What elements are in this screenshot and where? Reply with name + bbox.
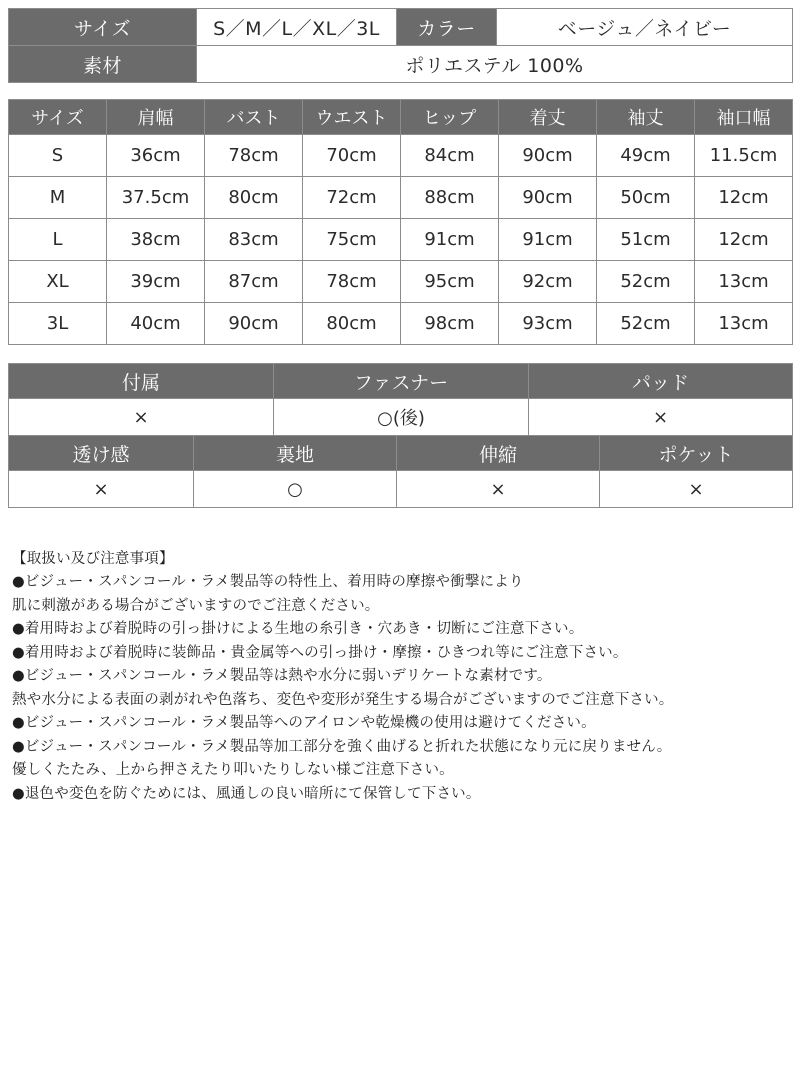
care-instructions-line: ●着用時および着脱時に装飾品・貴金属等への引っ掛け・摩擦・ひきつれ等にご注意下さい。: [12, 644, 628, 661]
attribute-header-cell: 伸縮: [397, 436, 600, 471]
care-instructions-line: 肌に刺激がある場合がございますのでご注意ください。: [12, 597, 380, 614]
size-chart-table: [8, 99, 793, 345]
size-cell: 11.5cm: [695, 135, 793, 177]
attribute-value-cell: ×: [9, 399, 274, 436]
care-instructions-line: ●着用時および着脱時の引っ掛けによる生地の糸引き・穴あき・切断にご注意下さい。: [12, 621, 584, 638]
size-cell: 52cm: [597, 303, 695, 345]
size-cell: 51cm: [597, 219, 695, 261]
size-chart-header-row: [9, 100, 793, 135]
table-row: [9, 303, 793, 345]
size-cell: 72cm: [303, 177, 401, 219]
table-row: [9, 399, 793, 436]
size-cell: 84cm: [401, 135, 499, 177]
size-cell: 92cm: [499, 261, 597, 303]
size-chart-header-cell: ヒップ: [401, 100, 499, 135]
size-cell: 37.5cm: [107, 177, 205, 219]
size-chart-header-cell: 着丈: [499, 100, 597, 135]
size-cell: 49cm: [597, 135, 695, 177]
care-instructions-line: ●退色や変色を防ぐためには、風通しの良い暗所にて保管して下さい。: [12, 785, 481, 802]
attribute-value-cell: ○(後): [274, 399, 529, 436]
size-cell: 90cm: [205, 303, 303, 345]
attribute-value-cell: ○: [194, 471, 397, 508]
size-cell: S: [9, 135, 107, 177]
attribute-header-cell: ポケット: [600, 436, 793, 471]
table-row: [9, 219, 793, 261]
size-cell: 91cm: [401, 219, 499, 261]
attribute-header-cell: 透け感: [9, 436, 194, 471]
size-cell: 98cm: [401, 303, 499, 345]
care-instructions-line: ●ビジュー・スパンコール・ラメ製品等へのアイロンや乾燥機の使用は避けてください。: [12, 715, 596, 732]
table-row: [9, 177, 793, 219]
size-cell: 78cm: [303, 261, 401, 303]
attribute-header-cell: 付属: [9, 364, 274, 399]
size-cell: 12cm: [695, 177, 793, 219]
size-cell: 80cm: [205, 177, 303, 219]
size-cell: 95cm: [401, 261, 499, 303]
attribute-value-cell: ×: [600, 471, 793, 508]
size-cell: 83cm: [205, 219, 303, 261]
attribute-value-cell: ×: [9, 471, 194, 508]
size-cell: L: [9, 219, 107, 261]
care-instructions-line: ●ビジュー・スパンコール・ラメ製品等は熱や水分に弱いデリケートな素材です。: [12, 668, 552, 685]
size-chart-header-cell: 袖口幅: [695, 100, 793, 135]
care-instructions-line: 熱や水分による表面の剥がれや色落ち、変色や変形が発生する場合がございますのでご注意下さい。: [12, 691, 674, 708]
table-row: [9, 46, 793, 83]
spec-value-color: ベージュ／ネイビー: [497, 9, 793, 46]
attribute-header-cell: ファスナー: [274, 364, 529, 399]
size-cell: 90cm: [499, 177, 597, 219]
size-cell: 75cm: [303, 219, 401, 261]
size-chart-header-cell: サイズ: [9, 100, 107, 135]
attribute-value-cell: ×: [397, 471, 600, 508]
size-chart-header-cell: ウエスト: [303, 100, 401, 135]
size-cell: 38cm: [107, 219, 205, 261]
size-cell: 90cm: [499, 135, 597, 177]
size-chart-header-cell: 肩幅: [107, 100, 205, 135]
size-cell: 50cm: [597, 177, 695, 219]
care-instructions-title: 【取扱い及び注意事項】: [12, 551, 174, 567]
table-row: [9, 471, 793, 508]
size-cell: 52cm: [597, 261, 695, 303]
size-cell: 93cm: [499, 303, 597, 345]
size-cell: 91cm: [499, 219, 597, 261]
spec-label-color: カラー: [397, 9, 497, 46]
size-cell: 88cm: [401, 177, 499, 219]
spec-label-material: 素材: [9, 46, 197, 83]
attribute-value-cell: ×: [529, 399, 793, 436]
attribute-table-2: [8, 435, 793, 508]
size-chart-header-cell: 袖丈: [597, 100, 695, 135]
spec-value-material: ポリエステル 100%: [197, 46, 793, 83]
size-cell: 40cm: [107, 303, 205, 345]
size-cell: 70cm: [303, 135, 401, 177]
size-cell: 87cm: [205, 261, 303, 303]
care-instructions: [8, 548, 792, 806]
spec-label-size: サイズ: [9, 9, 197, 46]
spec-value-size: S／M／L／XL／3L: [197, 9, 397, 46]
size-cell: XL: [9, 261, 107, 303]
size-cell: M: [9, 177, 107, 219]
spec-summary-table: [8, 8, 793, 83]
size-cell: 78cm: [205, 135, 303, 177]
size-chart-header-cell: バスト: [205, 100, 303, 135]
care-instructions-line: 優しくたたみ、上から押さえたり叩いたりしない様ご注意下さい。: [12, 762, 454, 779]
attribute-header-row: [9, 436, 793, 471]
care-instructions-line: ●ビジュー・スパンコール・ラメ製品等の特性上、着用時の摩擦や衝撃により: [12, 574, 524, 591]
size-cell: 13cm: [695, 261, 793, 303]
size-cell: 36cm: [107, 135, 205, 177]
table-row: [9, 135, 793, 177]
attribute-table-1: [8, 363, 793, 436]
care-instructions-line: ●ビジュー・スパンコール・ラメ製品等加工部分を強く曲げると折れた状態になり元に戻りません。: [12, 738, 672, 755]
size-cell: 39cm: [107, 261, 205, 303]
attribute-header-row: [9, 364, 793, 399]
size-cell: 80cm: [303, 303, 401, 345]
attribute-header-cell: 裏地: [194, 436, 397, 471]
size-cell: 3L: [9, 303, 107, 345]
table-row: [9, 9, 793, 46]
table-row: [9, 261, 793, 303]
size-cell: 12cm: [695, 219, 793, 261]
attribute-header-cell: パッド: [529, 364, 793, 399]
size-cell: 13cm: [695, 303, 793, 345]
